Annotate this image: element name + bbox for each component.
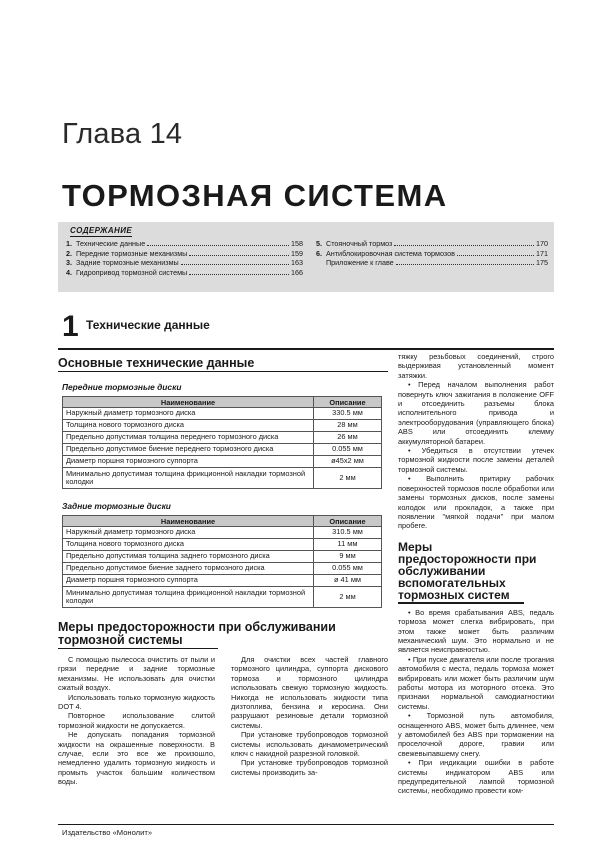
chapter-number: Глава 14 bbox=[62, 118, 183, 150]
spec-name: Предельно допустимое биение переднего тормозного диска bbox=[63, 444, 314, 456]
contents-item-page: 170 bbox=[536, 239, 548, 248]
contents-item-text: Приложение к главе bbox=[326, 258, 394, 268]
column-header-value: Описание bbox=[314, 516, 382, 527]
paragraph: Для очистки всех частей главного тормозного цилиндра, суппорта дискового тормоза и тормозного цилиндра использовать свежую тормозную жидкость. Никогда не использовать жидкости типа дизтоплива, бензина и керосина. Они разрушают резиновые детали тормозной системы. bbox=[231, 655, 388, 730]
front-discs-title: Передние тормозные диски bbox=[62, 382, 182, 392]
table-header-row bbox=[63, 516, 382, 527]
spec-value: 9 мм bbox=[314, 551, 382, 563]
table-row bbox=[63, 575, 382, 587]
contents-item[interactable] bbox=[66, 249, 303, 259]
spec-name: Минимально допустимая толщина фрикционной накладки тормозной колодки bbox=[63, 587, 314, 608]
section-divider bbox=[58, 348, 554, 350]
paragraph: При установке трубопроводов тормозной системы использовать динамометрический ключ с накидной разрезной головкой. bbox=[231, 730, 388, 759]
table-row bbox=[63, 408, 382, 420]
dot-leader bbox=[189, 255, 289, 256]
spec-value: 330.5 мм bbox=[314, 408, 382, 420]
bullet-item: • При индикации ошибки в работе системы индикатором ABS или предупредительной лампой тормозной системы, необходимо провести ком- bbox=[398, 758, 554, 796]
aux-precautions-heading: Меры предосторожности при обслуживании вспомогательных тормозных систем bbox=[398, 539, 537, 602]
precautions-col-2 bbox=[231, 655, 388, 787]
aux-precautions-list bbox=[398, 608, 554, 796]
contents-item-text: Передние тормозные механизмы bbox=[76, 248, 188, 258]
column-header-name: Наименование bbox=[63, 397, 314, 408]
table-row bbox=[63, 432, 382, 444]
contents-item-text: Технические данные bbox=[76, 239, 146, 248]
contents-item[interactable] bbox=[66, 239, 303, 249]
paragraph: Использовать только тормозную жидкость DOT 4. bbox=[58, 692, 215, 712]
bullet-item: • При пуске двигателя или после трогания автомобиля с места, педаль тормоза может вибрировать или может быть различим шум работы мотора из моторного отсека. Это признаки нормальной самодиагностики системы. bbox=[398, 654, 554, 711]
spec-value: 2 мм bbox=[314, 468, 382, 489]
publisher-footer: Издательство «Монолит» bbox=[62, 828, 153, 837]
table-row bbox=[63, 468, 382, 489]
contents-item-number: 6. bbox=[316, 248, 322, 258]
bullet-item: • Убедиться в отсутствии утечек тормозной жидкости после замены деталей тормозной системы. bbox=[398, 446, 554, 474]
left-column bbox=[58, 352, 388, 787]
contents-item-text: Гидропривод тормозной системы bbox=[76, 267, 188, 277]
table-row bbox=[63, 563, 382, 575]
table-row bbox=[63, 539, 382, 551]
dot-leader bbox=[396, 264, 534, 265]
section-title: Технические данные bbox=[86, 318, 210, 332]
spec-value: 2 мм bbox=[314, 587, 382, 608]
spec-value: ø45x2 мм bbox=[314, 456, 382, 468]
bullet-item: • Тормозной путь автомобиля, оснащенного ABS, может быть длиннее, чем у автомобилей без ABS при торможении на проселочной дороге, гравии или свежевыпавшему снегу. bbox=[398, 711, 554, 758]
specs-heading-rule bbox=[58, 371, 388, 372]
contents-item-page: 175 bbox=[536, 258, 548, 268]
rear-discs-table bbox=[62, 515, 382, 608]
spec-value: 0.055 мм bbox=[314, 563, 382, 575]
spec-value: 310.5 мм bbox=[314, 527, 382, 539]
spec-name: Толщина нового тормозного диска bbox=[63, 539, 314, 551]
contents-item-number: 1. bbox=[66, 239, 72, 248]
spec-value: 26 мм bbox=[314, 432, 382, 444]
dot-leader bbox=[394, 245, 534, 246]
table-header-row bbox=[63, 397, 382, 408]
table-row bbox=[63, 420, 382, 432]
spec-name: Предельно допустимая толщина заднего тормозного диска bbox=[63, 551, 314, 563]
precautions-col-1 bbox=[58, 655, 215, 787]
spec-name: Минимально допустимая толщина фрикционной накладки тормозной колодки bbox=[63, 468, 314, 489]
contents-box bbox=[58, 222, 554, 292]
paragraph: Повторное использование слитой тормозной жидкости не допускается. bbox=[58, 711, 215, 730]
dot-leader bbox=[147, 245, 289, 246]
paragraph: Не допускать попадания тормозной жидкости на окрашенные поверхности. В случае, если это все же произошло, немедленно удалить тормозную жидкость и промыть участок большим количеством воды. bbox=[58, 730, 215, 787]
aux-precautions-heading-rule bbox=[398, 602, 524, 604]
contents-item[interactable] bbox=[316, 239, 548, 249]
contents-item-number: 2. bbox=[66, 248, 72, 258]
table-row bbox=[63, 527, 382, 539]
paragraph: тяжку резьбовых соединений, строго выдерживая установленный момент затяжки. bbox=[398, 352, 554, 380]
spec-name: Диаметр поршня тормозного суппорта bbox=[63, 575, 314, 587]
contents-item-number: 4. bbox=[66, 267, 72, 277]
precautions-heading: Меры предосторожности при обслуживании тормозной системы bbox=[58, 620, 336, 647]
section-number: 1 bbox=[62, 310, 79, 343]
precautions-body bbox=[58, 655, 388, 787]
chapter-title: ТОРМОЗНАЯ СИСТЕМА bbox=[62, 178, 448, 213]
bullet-item: • Выполнить притирку рабочих поверхностей тормозов после обработки или замены тормозных дисков, после замены колодок или прокладок, а также при появлении "мягкой подачи" при малом пробеге. bbox=[398, 474, 554, 531]
contents-column-left bbox=[66, 239, 303, 277]
contents-item[interactable] bbox=[316, 249, 548, 259]
dot-leader bbox=[457, 255, 534, 256]
precautions-heading-rule bbox=[58, 648, 218, 649]
table-row bbox=[63, 587, 382, 608]
table-row bbox=[63, 456, 382, 468]
front-discs-table bbox=[62, 396, 382, 489]
spec-value: ø 41 мм bbox=[314, 575, 382, 587]
spec-name: Наружный диаметр тормозного диска bbox=[63, 527, 314, 539]
contents-item-number: 3. bbox=[66, 258, 72, 268]
footer-rule bbox=[58, 824, 554, 825]
spec-value: 11 мм bbox=[314, 539, 382, 551]
spec-name: Предельно допустимая толщина переднего тормозного диска bbox=[63, 432, 314, 444]
spec-value: 0.055 мм bbox=[314, 444, 382, 456]
bullet-item: • Во время срабатывания ABS, педаль тормоза может слегка вибрировать, при этом также может быть различим механический шум. Это нормально и не является неисправностью. bbox=[398, 607, 554, 655]
contents-item-text: Стояночный тормоз bbox=[326, 239, 393, 248]
contents-column-right bbox=[316, 239, 548, 268]
contents-item[interactable] bbox=[66, 258, 303, 268]
contents-item[interactable] bbox=[66, 268, 303, 278]
contents-item-text: Антиблокировочная система тормозов bbox=[326, 248, 455, 258]
spec-name: Предельно допустимое биение заднего тормозного диска bbox=[63, 563, 314, 575]
table-row bbox=[63, 444, 382, 456]
dot-leader bbox=[181, 264, 289, 265]
spec-name: Наружный диаметр тормозного диска bbox=[63, 408, 314, 420]
contents-item-page: 158 bbox=[291, 239, 303, 248]
contents-item-number: 5. bbox=[316, 239, 322, 248]
paragraph: С помощью пылесоса очистить от пыли и грязи передние и задние тормозные механизмы. Не использовать для очистки сжатый воздух. bbox=[58, 655, 215, 693]
bullet-item: • Перед началом выполнения работ повернуть ключ зажигания в положение OFF и отсоединить разъемы блока исполнительного привода и электрооборудования (управляющего блока) ABS или отсоединить клемму аккумуляторной батареи. bbox=[398, 380, 554, 446]
column-header-value: Описание bbox=[314, 397, 382, 408]
specs-heading: Основные технические данные bbox=[58, 356, 255, 370]
column-header-name: Наименование bbox=[63, 516, 314, 527]
right-column bbox=[398, 352, 554, 796]
spec-value: 28 мм bbox=[314, 420, 382, 432]
rear-discs-title: Задние тормозные диски bbox=[62, 501, 171, 511]
precautions-columns bbox=[58, 655, 388, 787]
contents-item-page: 163 bbox=[291, 258, 303, 268]
spec-name: Диаметр поршня тормозного суппорта bbox=[63, 456, 314, 468]
spec-name: Толщина нового тормозного диска bbox=[63, 420, 314, 432]
contents-item[interactable] bbox=[316, 258, 548, 268]
contents-label: СОДЕРЖАНИЕ bbox=[70, 226, 133, 235]
table-row bbox=[63, 551, 382, 563]
contents-item-page: 166 bbox=[291, 267, 303, 277]
contents-item-page: 171 bbox=[536, 248, 548, 258]
paragraph: При установке трубопроводов тормозной системы производить за- bbox=[231, 758, 388, 777]
contents-item-text: Задние тормозные механизмы bbox=[76, 258, 179, 268]
contents-item-page: 159 bbox=[291, 248, 303, 258]
dot-leader bbox=[189, 274, 289, 275]
